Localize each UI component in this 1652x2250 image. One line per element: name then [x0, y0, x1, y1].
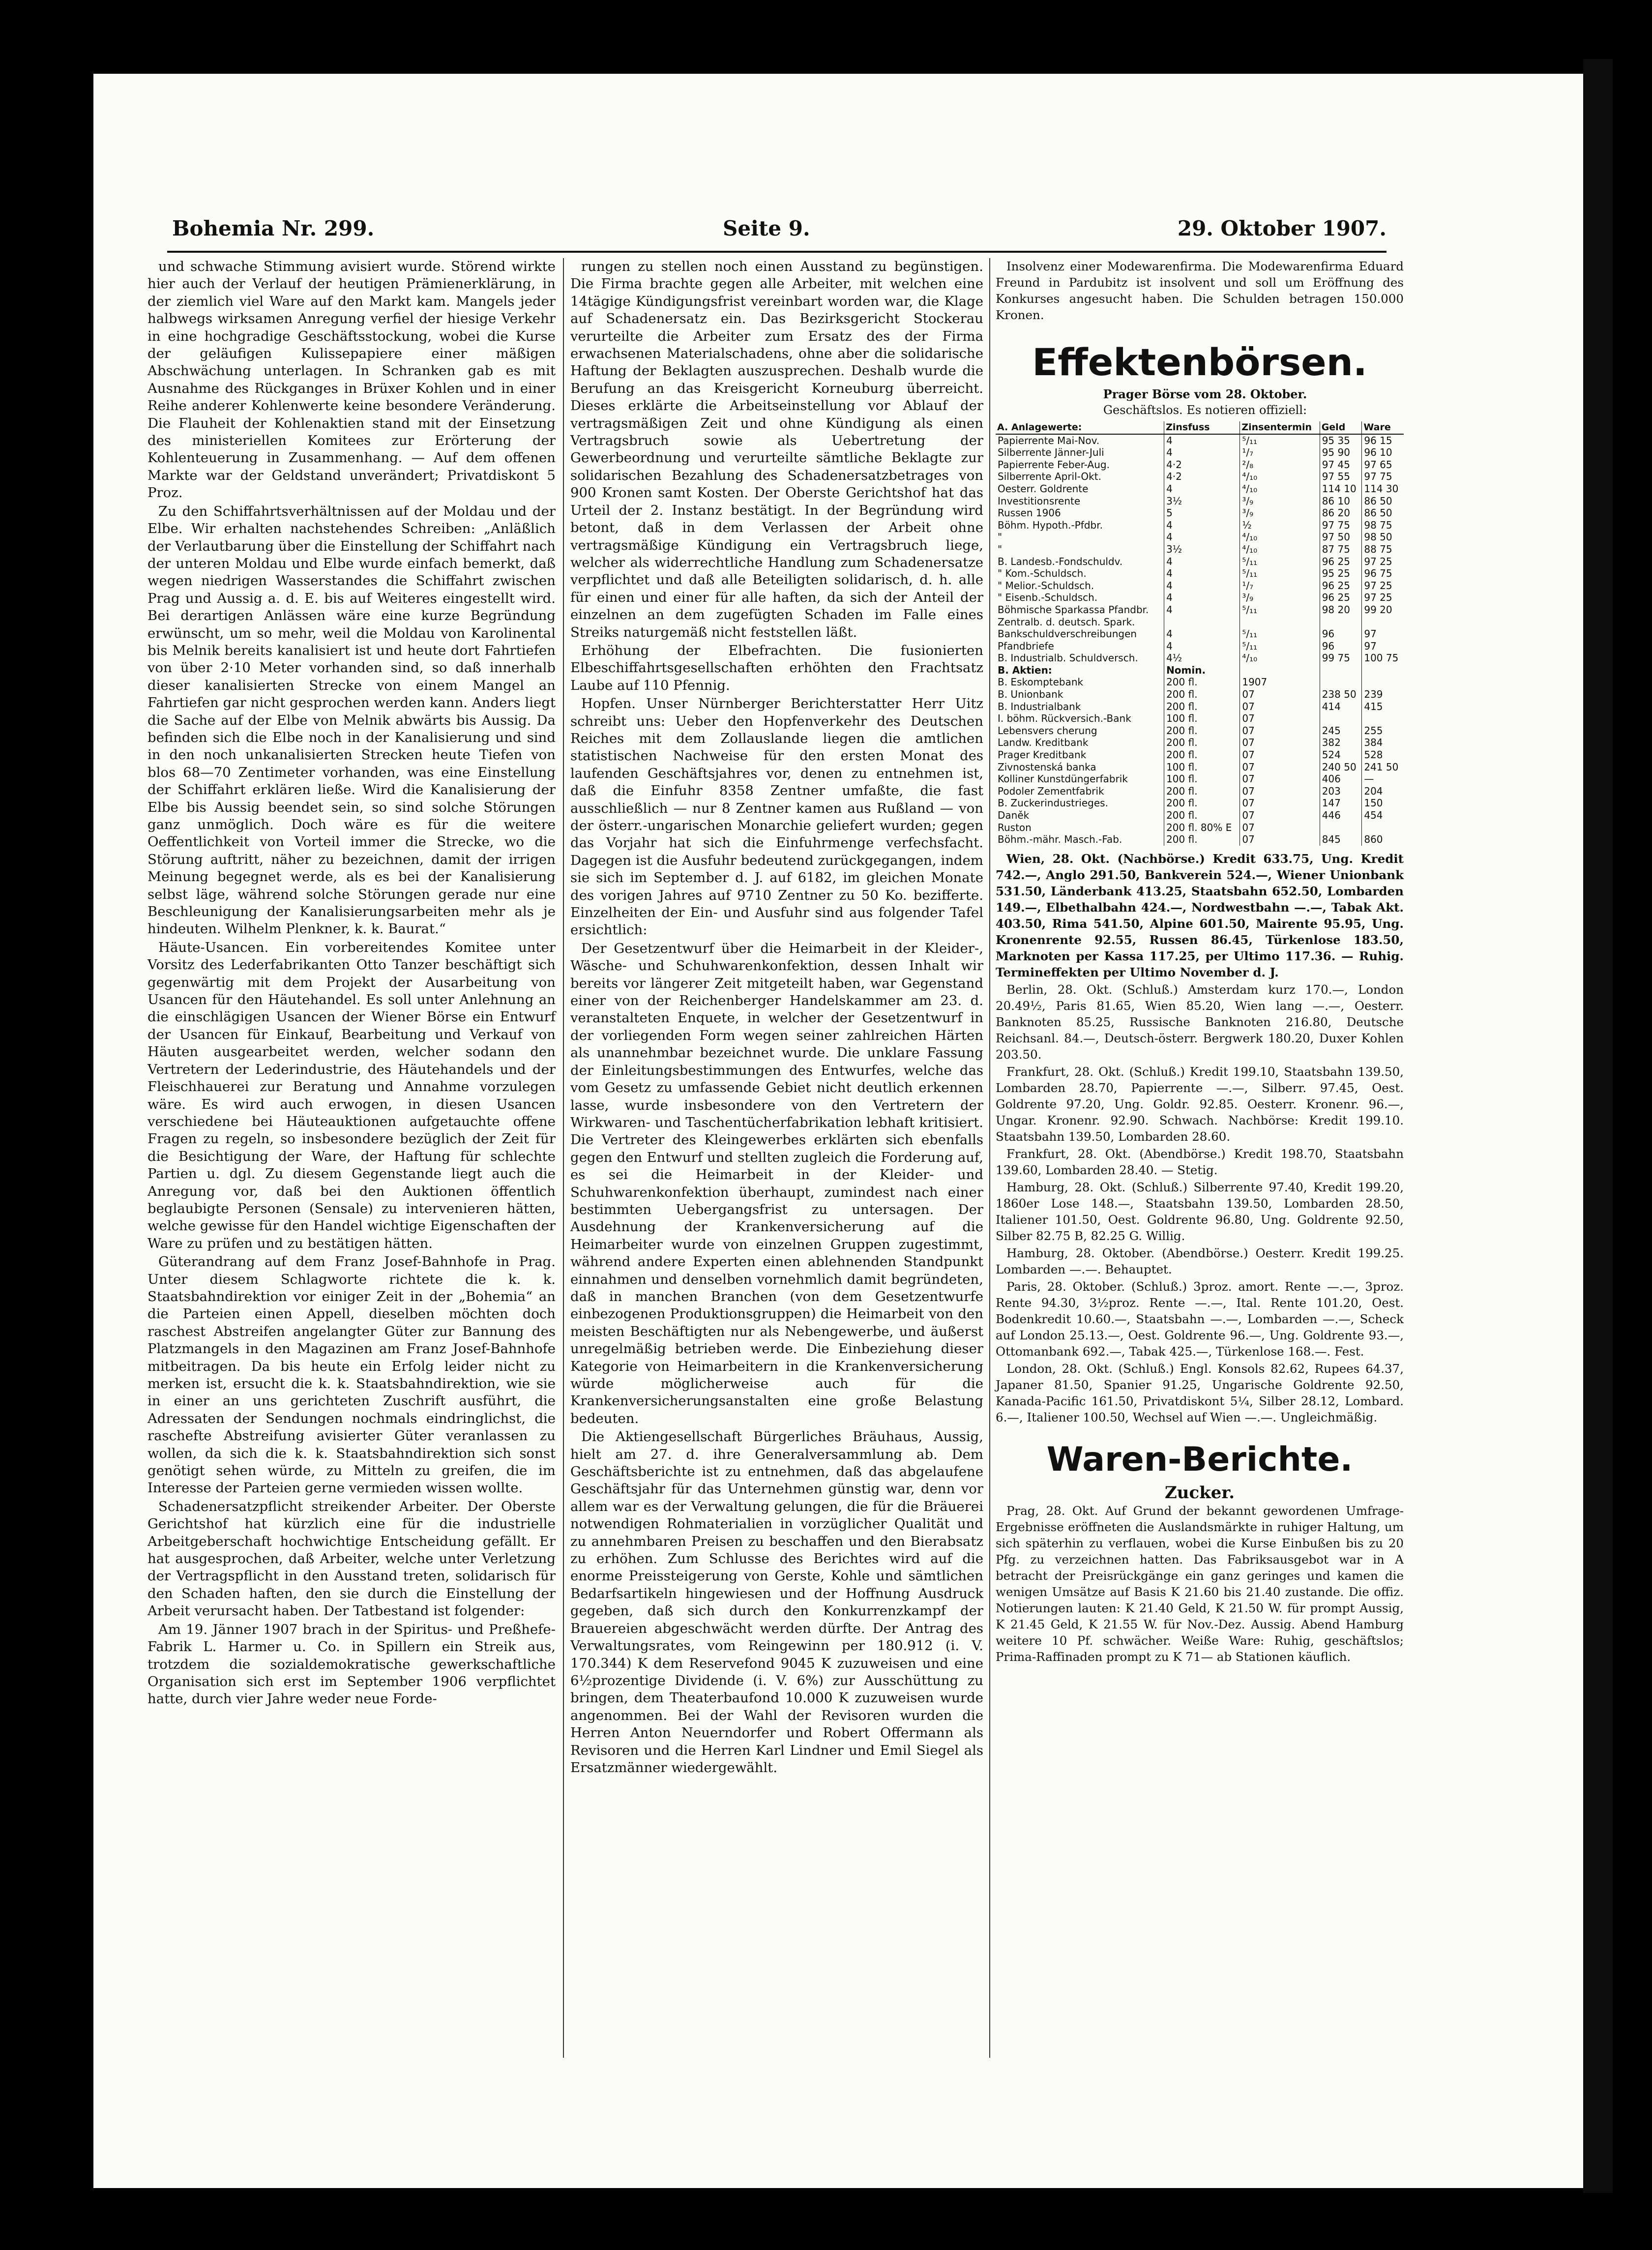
table-header: Geld	[1320, 421, 1362, 434]
table-cell	[1362, 664, 1404, 677]
table-cell: 95 25	[1320, 567, 1362, 580]
table-cell: 200 fl.	[1164, 785, 1240, 798]
table-row	[996, 519, 1404, 532]
column-2	[570, 258, 983, 1777]
table-row	[996, 567, 1404, 580]
table-row	[996, 592, 1404, 604]
table-row	[996, 664, 1404, 677]
table-cell	[1362, 712, 1404, 725]
table-cell: 95 90	[1320, 446, 1362, 459]
table-row	[996, 446, 1404, 459]
table-cell: Oesterr. Goldrente	[998, 482, 1089, 495]
table-cell: 87 75	[1320, 543, 1362, 556]
table-cell: ⁵/₁₁	[1240, 556, 1320, 568]
table-cell: Papierrente Feber-Aug.	[998, 458, 1110, 471]
table-cell: 07	[1240, 761, 1320, 773]
table-row	[996, 459, 1404, 471]
table-cell: ¹/₇	[1240, 446, 1320, 459]
table-cell: 86 50	[1362, 507, 1404, 519]
table-cell	[1240, 616, 1320, 628]
table-cell: 96 10	[1362, 446, 1404, 459]
table-cell: 86 10	[1320, 495, 1362, 507]
table-cell: 1907	[1240, 676, 1320, 688]
table-cell: 150	[1362, 797, 1404, 809]
table-cell: Böhm. Hypoth.-Pfdbr.	[998, 519, 1103, 531]
table-row	[996, 543, 1404, 556]
table-cell: 384	[1362, 737, 1404, 749]
table-cell: 200 fl. 80% E	[1164, 822, 1240, 834]
table-row	[996, 616, 1404, 628]
table-cell: 4	[1164, 519, 1240, 532]
article-paragraph: Erhöhung der Elbefrachten. Die fusionierten Elbeschiffahrtsgesellschaften erhöhten den Frachtsatz Laube auf 110 Pfennig.	[570, 642, 983, 693]
table-cell	[1362, 616, 1404, 628]
table-row	[996, 749, 1404, 761]
table-cell: 96 25	[1320, 592, 1362, 604]
table-cell: 200 fl.	[1164, 833, 1240, 846]
prague-exchange-subline: Geschäftslos. Es notieren offiziell:	[1103, 403, 1307, 417]
table-cell: 4	[1164, 592, 1240, 604]
table-cell: 07	[1240, 749, 1320, 761]
article-paragraph: Hopfen. Unser Nürnberger Berichterstatter Herr Uitz schreibt uns: Ueber den Hopfenverkehr des Deutschen Reiches mit dem Zollauslande liegen die amtlichen statistischen Nachweise für den ersten Monat des laufenden Geschäftsjahres vor, denen zu entnehmen ist, daß die Einfuhr 8358 Zentner umfaßte, die fast ausschließlich — nur 8 Zentner kamen aus Rußland — von der österr.-ungarischen Monarchie geliefert wurden; gegen das Vorjahr hat sich die Einfuhrmenge verfechsfacht. Dagegen ist die Ausfuhr bedeutend zurückgegangen, indem sie sich im September d. J. auf 6182, im gleichen Monate des vorigen Jahres auf 9710 Zentner zu 50 Ko. bezifferte. Einzelheiten der Ein- und Ausfuhr sind aus folgender Tafel ersichtlich:	[570, 696, 983, 938]
table-cell: 07	[1240, 701, 1320, 713]
table-cell: ³/₉	[1240, 592, 1320, 604]
table-cell: ⁴/₁₀	[1240, 531, 1320, 543]
article-paragraph: rungen zu stellen noch einen Ausstand zu begünstigen. Die Firma brachte gegen alle Arbeiter, mit welchen eine 14tägige Kündigungsfrist vereinbart worden war, die Klage auf Schadenersatz ein. Das Bezirksgericht Stockerau verurteilte die Arbeiter zum Ersatz des der Firma erwachsenen Materialschadens, ohne aber die solidarische Haftung der Beklagten auszusprechen. Deshalb wurde die Berufung an das Kreisgericht Korneuburg überreicht. Dieses erklärte die Arbeitseinstellung vor Ablauf der vertragsmäßigen Zeit und ohne Kündigung als einen Vertragsbruch sowie als Uebertretung der Gewerbeordnung und verurteilte sämtliche Beklagte zur solidarischen Bezahlung des Schadenersatzbetrages von 900 Kronen samt Kosten. Der Oberste Gerichtshof hat das Urteil der 2. Instanz bestätigt. In der Begründung wird betont, daß in dem Verlassen der Arbeit ohne vertragsmäßige Kündigung ein Vertragsbruch liege, welcher als widerrechtliche Handlung zum Schadenersatze verpflichtet und daß alle Beteiligten solidarisch, d. h. alle für einen und einer für alle haften, da sich der Anteil der einzelnen an dem zugefügten Schaden im Falle eines Streiks naturgemäß nicht feststellen läßt.	[570, 259, 983, 640]
table-cell: Kolliner Kunstdüngerfabrik	[998, 773, 1128, 785]
table-cell: Zentralb. d. deutsch. Spark.	[998, 616, 1135, 628]
table-cell	[1320, 822, 1362, 834]
table-cell: 200 fl.	[1164, 701, 1240, 713]
table-cell: 4	[1164, 434, 1240, 447]
table-cell: Landw. Kreditbank	[998, 737, 1089, 749]
column-separator	[563, 258, 564, 2058]
table-row	[996, 701, 1404, 713]
table-cell: 5	[1164, 507, 1240, 519]
table-cell: ⁵/₁₁	[1240, 628, 1320, 640]
table-cell	[1164, 616, 1240, 628]
table-row	[996, 483, 1404, 495]
table-row	[996, 628, 1404, 640]
table-cell: B. Eskomptebank	[998, 676, 1084, 688]
table-cell: 100 fl.	[1164, 761, 1240, 773]
table-cell: ⁵/₁₁	[1240, 604, 1320, 616]
article-paragraph: Am 19. Jänner 1907 brach in der Spiritus- und Preßhefe-Fabrik L. Harmer u. Co. in Spillern ein Streik aus, trotzdem die sozialdemokratische gewerkschaftliche Organisation sich erst im September 1906 verpflichtet hatte, durch vier Jahre weder neue Forde-	[148, 1621, 556, 1707]
table-cell: B. Landesb.-Fondschuldv.	[998, 555, 1123, 567]
table-cell: 239	[1362, 688, 1404, 701]
table-cell: Podoler Zementfabrik	[998, 785, 1104, 797]
table-cell: 4½	[1164, 652, 1240, 664]
table-cell: 97	[1362, 628, 1404, 640]
table-cell: Investitionsrente	[998, 495, 1081, 507]
header-rule	[167, 251, 1386, 253]
table-cell: 454	[1362, 809, 1404, 822]
table-cell: 528	[1362, 749, 1404, 761]
table-cell: ⁵/₁₁	[1240, 434, 1320, 447]
table-row	[996, 785, 1404, 798]
table-cell: 88 75	[1362, 543, 1404, 556]
article-paragraph: und schwache Stimmung avisiert wurde. Störend wirkte hier auch der Verlauf der heutigen Prämienerklärung, in der ziemlich viel Ware auf den Markt kam. Mangels jeder halbwegs wirksamen Anregung verfiel der hiesige Verkehr in eine hochgradige Geschäftsstockung, wobei die Kurse der geläufigen Kulissepapiere einer mäßigen Abschwächung unterlagen. In Schranken gab es mit Ausnahme des Rückganges in Brüxer Kohlen und in einer Reihe anderer Kohlenwerte keine besondere Veränderung. Die Flauheit der Kohlenaktien stand mit der Einsetzung des ministeriellen Komitees zur Erörterung der Kohlenteuerung in Zusammenhang. — Auf dem offenen Markte war der Geldstand unverändert; Privatdiskont 5 Proz.	[148, 259, 556, 501]
report-paris: Paris, 28. Oktober. (Schluß.) 3proz. amort. Rente —.—, 3proz. Rente 94.30, 3½proz. Rente —.—, Ital. Rente 101.20, Oest. Bodenkredit 10.60.—, Staatsbahn —.—, Lombarden —.—, Scheck auf London 25.13.—, Oest. Goldrente 96.—, Ung. Goldrente 93.—, Ottomanbank 692.—, Tabak 425.—, Türkenlose 168.—. Fest.	[996, 1279, 1404, 1359]
table-cell: 147	[1320, 797, 1362, 809]
table-cell: Lebensvers cherung	[998, 724, 1097, 737]
table-cell: 97 25	[1362, 580, 1404, 592]
table-cell: Zivnostenská banka	[998, 761, 1096, 773]
section-title-effektenboersen: Effektenbörsen.	[1032, 340, 1367, 384]
table-cell: 96 25	[1320, 556, 1362, 568]
table-cell: 4	[1164, 640, 1240, 652]
table-cell: 98 20	[1320, 604, 1362, 616]
table-cell: 96 25	[1320, 580, 1362, 592]
table-row	[996, 556, 1404, 568]
table-cell: 100 fl.	[1164, 773, 1240, 785]
table-row	[996, 471, 1404, 483]
table-cell: ⁵/₁₁	[1240, 567, 1320, 580]
table-cell: 4	[1164, 567, 1240, 580]
table-cell: 4	[1164, 604, 1240, 616]
table-cell: 97 55	[1320, 471, 1362, 483]
table-cell: 07	[1240, 833, 1320, 846]
table-cell: 200 fl.	[1164, 676, 1240, 688]
table-cell: 97 75	[1362, 471, 1404, 483]
report-berlin: Berlin, 28. Okt. (Schluß.) Amsterdam kurz 170.—, London 20.49½, Paris 81.65, Wien 85.20, Wien lang —.—, Oesterr. Banknoten 85.25, Russische Banknoten 216.80, Deutsche Reichsanl. 84.—, Deutsch-österr. Bergwerk 180.20, Duxer Kohlen 203.50.	[996, 982, 1404, 1062]
table-row	[996, 797, 1404, 809]
header-issue: Bohemia Nr. 299.	[172, 216, 375, 240]
table-cell: ¹/₇	[1240, 580, 1320, 592]
table-row	[996, 604, 1404, 616]
table-header: Zinsentermin	[1240, 421, 1320, 434]
table-cell: 96 15	[1362, 434, 1404, 447]
table-cell: 4	[1164, 531, 1240, 543]
table-header: A. Anlagewerte:	[996, 421, 1164, 434]
table-row	[996, 652, 1404, 664]
table-cell: 114 10	[1320, 483, 1362, 495]
table-cell: 406	[1320, 773, 1362, 785]
table-cell: 3½	[1164, 543, 1240, 556]
report-zucker: Prag, 28. Okt. Auf Grund der bekannt gewordenen Umfrage-Ergebnisse eröffneten die Auslandsmärkte in ruhiger Haltung, um sich späterhin zu verflauen, wobei die Kurse Einbußen bis zu 20 Pfg. zu verzeichnen hatten. Das Fabriksausgebot war in A betracht der Preisrückgänge ein ganz geringes und kamen die wenigen Umsätze auf Basis K 21.60 bis 21.40 zustande. Die offiz. Notierungen lauten: K 21.40 Geld, K 21.50 W. für prompt Aussig, K 21.45 Geld, K 21.55 W. für Nov.-Dez. Aussig. Abend Hamburg weitere 10 Pf. schwächer. Weiße Ware: Ruhig, geschäftslos; Prima-Raffinaden prompt zu K 71— ab Stationen käuflich.	[996, 1504, 1404, 1664]
table-cell: 100 fl.	[1164, 712, 1240, 725]
table-cell: 96	[1320, 628, 1362, 640]
table-cell: 200 fl.	[1164, 749, 1240, 761]
table-cell: Silberrente April-Okt.	[998, 471, 1101, 483]
table-cell: 200 fl.	[1164, 688, 1240, 701]
table-cell: ⁴/₁₀	[1240, 471, 1320, 483]
table-cell	[1320, 712, 1362, 725]
table-cell: 97 65	[1362, 459, 1404, 471]
table-cell: "	[998, 531, 1003, 543]
table-row	[996, 495, 1404, 507]
anlagewerte-rows	[996, 434, 1404, 664]
header-page-number: Seite 9.	[723, 216, 810, 240]
table-cell: 240 50	[1320, 761, 1362, 773]
table-cell: 97 25	[1362, 592, 1404, 604]
table-cell	[1320, 676, 1362, 688]
header-date: 29. Oktober 1907.	[1177, 216, 1386, 240]
table-cell: 255	[1362, 725, 1404, 737]
table-cell: Böhm.-mähr. Masch.-Fab.	[998, 833, 1122, 846]
table-cell: 4	[1164, 483, 1240, 495]
table-cell: ³/₉	[1240, 507, 1320, 519]
report-london: London, 28. Okt. (Schluß.) Engl. Konsols 82.62, Rupees 64.37, Japaner 81.50, Spanier 91.25, Ungarische Goldrente 92.50, Kanada-Pacific 161.50, Privatdiskont 5¼, Silber 28.12, Lombard. 6.—, Italiener 100.50, Wechsel auf Wien —.—. Ungleichmäßig.	[996, 1361, 1404, 1424]
table-cell: 96	[1320, 640, 1362, 652]
report-frankfurt-evening: Frankfurt, 28. Okt. (Abendbörse.) Kredit 198.70, Staatsbahn 139.60, Lombarden 28.40. — Stetig.	[996, 1146, 1404, 1177]
table-cell: 200 fl.	[1164, 737, 1240, 749]
table-row	[996, 761, 1404, 773]
table-cell: 97 50	[1320, 531, 1362, 543]
table-cell: ⁴/₁₀	[1240, 483, 1320, 495]
table-cell: Papierrente Mai-Nov.	[998, 434, 1100, 446]
table-cell: ⁵/₁₁	[1240, 640, 1320, 652]
table-cell: 203	[1320, 785, 1362, 798]
table-cell: 100 75	[1362, 652, 1404, 664]
table-cell: 4	[1164, 446, 1240, 459]
table-cell: 97 25	[1362, 556, 1404, 568]
table-cell	[1320, 616, 1362, 628]
table-cell: 4	[1164, 556, 1240, 568]
table-cell: 4·2	[1164, 459, 1240, 471]
page-header	[167, 216, 1386, 246]
prague-exchange-line: Prager Börse vom 28. Oktober.	[1103, 387, 1307, 401]
table-cell: Silberrente Jänner-Juli	[998, 446, 1104, 459]
table-row	[996, 833, 1404, 846]
table-cell: 382	[1320, 737, 1362, 749]
table-cell: 200 fl.	[1164, 725, 1240, 737]
table-cell: 97 75	[1320, 519, 1362, 532]
table-cell: " Eisenb.-Schuldsch.	[998, 592, 1098, 604]
table-cell: 07	[1240, 809, 1320, 822]
table-cell: " Melior.-Schuldsch.	[998, 579, 1094, 592]
article-paragraph: Der Gesetzentwurf über die Heimarbeit in der Kleider-, Wäsche- und Schuhwarenkonfektion, dessen Inhalt wir bereits vor längerer Zeit mitgeteilt haben, war Gegenstand einer von der Reichenberger Handelskammer am 23. d. veranstalteten Enquete, in welcher der Gesetzentwurf in der vorliegenden Form wegen seiner zahlreichen Härten als unannehmbar bezeichnet wurde. Die unklare Fassung der Einleitungsbestimmungen des Entwurfes, welche das vom Gesetz zu umfassende Gebiet nicht deutlich erkennen lasse, wurde insbesondere von den Vertretern der Wirkwaren- und Taschentücherfabrikation lebhaft kritisiert. Die Vertreter des Kleingewerbes erklärten sich ebenfalls gegen den Entwurf und stellten zugleich die Forderung auf, es sei die Heimarbeit in der Kleider- und Schuhwarenkonfektion überhaupt, zumindest nach einer bestimmten Uebergangsfrist zu untersagen. Der Ausdehnung der Krankenversicherung auf die Heimarbeiter wurde von einzelnen Gruppen zugestimmt, während andere Experten einen ablehnenden Standpunkt einnahmen und denselben vornehmlich damit begründeten, daß in manchen Branchen (von dem Gesetzentwurfe einbezogenen Produktionsgruppen) die Heimarbeit von den meisten Beschäftigten nur als Nebengewerbe, und äußerst unregelmäßig betrieben werde. Die Einbeziehung dieser Kategorie von Heimarbeitern in die Krankenversicherung würde möglicherweise auch für die Krankenversicherungsanstalten eine große Belastung bedeuten.	[570, 940, 983, 1426]
table-cell: 415	[1362, 701, 1404, 713]
table-cell: 860	[1362, 833, 1404, 846]
table-row	[996, 712, 1404, 725]
table-cell: Bankschuldverschreibungen	[998, 628, 1137, 640]
table-row	[996, 434, 1404, 447]
table-cell: B. Industrialb. Schuldversch.	[998, 652, 1138, 664]
table-cell: B. Industrialbank	[998, 700, 1081, 712]
table-row	[996, 507, 1404, 519]
article-paragraph: Die Aktiengesellschaft Bürgerliches Bräuhaus, Aussig, hielt am 27. d. ihre Generalversammlung ab. Dem Geschäftsberichte ist zu entnehmen, daß das abgelaufene Geschäftsjahr für das Unternehmen günstig war, denn vor allem war es der Verwaltung gelungen, die für die Bräuerei notwendigen Rohmaterialien in vorzüglicher Qualität und zu annehmbaren Preisen zu beschaffen und den Bierabsatz zu erhöhen. Zum Schlusse des Berichtes wird auf die enorme Preissteigerung von Gerste, Kohle und sämtlichen Bedarfsartikeln hingewiesen und der Hoffnung Ausdruck gegeben, daß sich durch den Konkurrenzkampf der Brauereien abgeschwächt werden dürfte. Der Antrag des Verwaltungsrates, vom Reingewinn per 180.912 (i. V. 170.344) K dem Reservefond 9045 K zuzuweisen und eine 6½prozentige Dividende (i. V. 6%) zur Ausschüttung zu bringen, dem Theaterbaufond 10.000 K zuzuweisen wurde angenommen. Bei der Wahl der Revisoren wurden die Herren Anton Neuerndorfer und Robert Offermann als Revisoren und die Herren Karl Lindner und Emil Siegel als Ersatzmänner wiedergewählt.	[570, 1429, 983, 1776]
table-cell: 98 50	[1362, 531, 1404, 543]
article-paragraph: Zu den Schiffahrtsverhältnissen auf der Moldau und der Elbe. Wir erhalten nachstehendes Schreiben: „Anläßlich der Verlautbarung über die Einstellung der Schiffahrt nach der unteren Moldau und Elbe wurde einfach bemerkt, daß wegen niedrigen Wasserstandes die Schiffahrt zwischen Prag und Aussig a. d. E. bis auf Weiteres eingestellt wird. Bei derartigen Anlässen wäre eine kurze Begründung erwünscht, um so mehr, weil die Moldau von Karolinental bis Melnik bereits kanalisiert ist und heute dort Fahrtiefen von über 2·10 Meter vorhanden sind, so daß innerhalb dieser kanalisierten Strecke von einem Mangel an Fahrtiefen gar nicht gesprochen werden kann. Anders liegt die Sache auf der Elbe von Melnik abwärts bis Aussig. Da befinden sich die Elbe noch in der Kanalisierung und sind in den noch unkanalisierten Strecken heute Tiefen von blos 68—70 Zentimeter vorhanden, was eine Einstellung der Schiffahrt erklären ließe. Wird die Kanalisierung der Elbe bis Aussig beendet sein, so sind solche Störungen ganz unmöglich. Doch wäre es für die weitere Oeffentlichkeit von Vorteil immer die Strecke, wo die Störung auftritt, näher zu bezeichnen, damit der irrigen Meinung begegnet werde, als es bei der Kanalisierung selbst läge, während solche Störungen gerade nur eine Beschleunigung der Kanalisierungsarbeiten mehr als je hindeuten. Wilhelm Plenkner, k. k. Baurat.“	[148, 503, 556, 937]
table-cell: 524	[1320, 749, 1362, 761]
table-row	[996, 809, 1404, 822]
table-cell: Nomin.	[1164, 664, 1240, 677]
table-row	[996, 676, 1404, 688]
table-cell: 98 75	[1362, 519, 1404, 532]
column-separator	[989, 258, 990, 2058]
article-paragraph: Häute-Usancen. Ein vorbereitendes Komitee unter Vorsitz des Lederfabrikanten Otto Tanzer beschäftigt sich gegenwärtig mit dem Projekt der Ausarbeitung von Usancen für den Häutehandel. Es soll unter Anlehnung an die einschlägigen Usancen der Wiener Börse ein Entwurf der Usancen für Einkauf, Bearbeitung und Verkauf von Häuten ausgearbeitet werden, welcher sodann den Vertretern der Lederindustrie, des Häutehandels und der Fleischhauerei zur Beratung und Annahme vorzulegen wäre. Es wird auch erwogen, in diesen Usancen verschiedene bei Häuteauktionen aufgetauchte offene Fragen zu regeln, so insbesondere bezüglich der Zeit für die Besichtigung der Ware, der Haftung für schlechte Partien u. dgl. Zu diesem Gegenstande liegt auch die Anregung vor, daß bei den Auktionen öffentlich beglaubigte Personen (Sensale) zu intervenieren hätten, welche gewisse für den Handel wichtige Eigenschaften der Ware zu prüfen und zu bestätigen hätten.	[148, 939, 556, 1251]
table-row	[996, 725, 1404, 737]
table-cell: 446	[1320, 809, 1362, 822]
table-cell	[1240, 664, 1320, 677]
table-cell: 114 30	[1362, 483, 1404, 495]
table-cell: ½	[1240, 519, 1320, 532]
table-cell: Böhmische Sparkassa Pfandbr.	[998, 603, 1149, 616]
table-cell: Pfandbriefe	[998, 640, 1054, 652]
table-cell: 245	[1320, 725, 1362, 737]
table-cell: 204	[1362, 785, 1404, 798]
table-cell: 07	[1240, 785, 1320, 798]
table-cell: "	[998, 543, 1003, 555]
table-cell	[1320, 664, 1362, 677]
table-cell: ²/₈	[1240, 459, 1320, 471]
table-cell: 07	[1240, 688, 1320, 701]
table-cell: 97	[1362, 640, 1404, 652]
table-cell: 07	[1240, 797, 1320, 809]
table-cell: Russen 1906	[998, 507, 1061, 519]
table-cell: 4	[1164, 580, 1240, 592]
table-cell: 200 fl.	[1164, 797, 1240, 809]
report-wien: Wien, 28. Okt. (Nachbörse.) Kredit 633.75, Ung. Kredit 742.—, Anglo 291.50, Bankverein 524.—, Wiener Unionbank 531.50, Länderbank 413.25, Staatsbahn 652.50, Lombarden 149.—, Elbethalbahn 424.—, Nordwestbahn —.—, Tabak Akt. 403.50, Rima 541.50, Alpine 601.50, Mairente 95.95, Ung. Kronenrente 92.55, Russen 86.45, Türkenlose 183.50, Marknoten per Kassa 117.25, per Ultimo 117.36. — Ruhig. Termineffekten per Ultimo November d. J.	[996, 851, 1404, 979]
table-cell: Daněk	[998, 809, 1030, 821]
table-cell: 07	[1240, 725, 1320, 737]
table-row	[996, 822, 1404, 834]
table-cell: ⁴/₁₀	[1240, 543, 1320, 556]
table-cell: 86 50	[1362, 495, 1404, 507]
table-cell: Ruston	[998, 821, 1032, 833]
column-3	[996, 258, 1404, 1666]
table-cell: 414	[1320, 701, 1362, 713]
aktien-rows	[996, 676, 1404, 845]
table-cell: 3½	[1164, 495, 1240, 507]
table-cell: 07	[1240, 773, 1320, 785]
table-cell: 238 50	[1320, 688, 1362, 701]
table-cell: 4·2	[1164, 471, 1240, 483]
table-cell: 99 75	[1320, 652, 1362, 664]
table-row	[996, 688, 1404, 701]
page-shadow-edge	[1583, 59, 1613, 2193]
table-cell: " Kom.-Schuldsch.	[998, 567, 1087, 580]
table-row	[996, 580, 1404, 592]
table-cell: 07	[1240, 712, 1320, 725]
table-cell	[1362, 676, 1404, 688]
table-cell: 07	[1240, 822, 1320, 834]
table-cell: 86 20	[1320, 507, 1362, 519]
report-hamburg: Hamburg, 28. Okt. (Schluß.) Silberrente 97.40, Kredit 199.20, 1860er Lose 148.—, Staatsbahn 139.50, Lombarden 28.50, Italiener 101.50, Oest. Goldrente 96.80, Ung. Goldrente 92.50, Silber 82.75 B, 82.25 G. Willig.	[996, 1180, 1404, 1243]
subsection-title-zucker: Zucker.	[1164, 1482, 1235, 1503]
table-row	[996, 773, 1404, 785]
column-1	[148, 258, 556, 1709]
table-cell: 4	[1164, 628, 1240, 640]
table-header: Ware	[1362, 421, 1404, 434]
table-cell: I. böhm. Rückversich.-Bank	[998, 712, 1131, 725]
report-hamburg-evening: Hamburg, 28. Oktober. (Abendbörse.) Oesterr. Kredit 199.25. Lombarden —.—. Behauptet.	[996, 1245, 1404, 1276]
section-title-warenberichte: Waren-Berichte.	[1046, 1440, 1353, 1479]
table-cell: 200 fl.	[1164, 809, 1240, 822]
table-cell: ⁴/₁₀	[1240, 652, 1320, 664]
table-cell: 07	[1240, 737, 1320, 749]
table-header: Zinsfuss	[1164, 421, 1240, 434]
insolvency-notice: Insolvenz einer Modewarenfirma. Die Modewarenfirma Eduard Freund in Pardubitz ist insolvent und soll um Eröffnung des Konkurses angesucht haben. Die Schulden betragen 150.000 Kronen.	[996, 259, 1404, 322]
table-cell: —	[1362, 773, 1404, 785]
table-row	[996, 531, 1404, 543]
table-cell: 96 75	[1362, 567, 1404, 580]
table-cell: 95 35	[1320, 434, 1362, 447]
table-cell: B. Aktien:	[998, 664, 1052, 676]
table-row	[996, 640, 1404, 652]
table-cell: 241 50	[1362, 761, 1404, 773]
table-row	[996, 737, 1404, 749]
table-cell: Prager Kreditbank	[998, 749, 1087, 761]
table-cell: ³/₉	[1240, 495, 1320, 507]
article-paragraph: Güterandrang auf dem Franz Josef-Bahnhofe in Prag. Unter diesem Schlagworte richtete die k. k. Staatsbahndirektion vor einiger Zeit in der „Bohemia“ an die Parteien einen Appell, dieselben möchten doch raschest Abstreifen angelangter Güter zur Bannung des Platzmangels in den Magazinen am Franz Josef-Bahnhofe mitbeitragen. Da bis heute ein Erfolg leider nicht zu merken ist, ersucht die k. k. Staatsbahndirektion, wie sie in einer an uns gerichteten Zuschrift ausführt, die Adressaten der Sendungen nochmals eindringlichst, die raschefte Abstreifung avisierter Güter veranlassen zu wollen, da sich die k. k. Staatsbahndirektion sich sonst genötigt sehen würde, zu Mitteln zu greifen, die im Interesse der Parteien gerne vermieden wissen wollte.	[148, 1254, 556, 1496]
table-cell: B. Unionbank	[998, 688, 1063, 701]
prague-exchange-table	[996, 421, 1404, 846]
table-cell: 99 20	[1362, 604, 1404, 616]
table-cell	[1362, 822, 1404, 834]
table-cell: B. Zuckerindustrieges.	[998, 797, 1108, 809]
table-cell: 845	[1320, 833, 1362, 846]
report-frankfurt: Frankfurt, 28. Okt. (Schluß.) Kredit 199.10, Staatsbahn 139.50, Lombarden 28.70, Papierrente —.—, Silberr. 97.45, Oest. Goldrente 97.20, Ung. Goldr. 92.85. Oesterr. Kronenr. 96.—, Ungar. Kronenr. 92.90. Schwach. Nachbörse: Kredit 199.10. Staatsbahn 139.50, Lombarden 28.60.	[996, 1064, 1404, 1144]
article-paragraph: Schadenersatzpflicht streikender Arbeiter. Der Oberste Gerichtshof hat kürzlich eine für die industrielle Arbeitgeberschaft hochwichtige Entscheidung gefällt. Er hat ausgesprochen, daß Arbeiter, welche unter Verletzung der Vertragspflicht in den Ausstand treten, solidarisch für den Schaden haften, den sie durch die Einstellung der Arbeit verursacht haben. Der Tatbestand ist folgender:	[148, 1498, 556, 1619]
table-cell: 97 45	[1320, 459, 1362, 471]
